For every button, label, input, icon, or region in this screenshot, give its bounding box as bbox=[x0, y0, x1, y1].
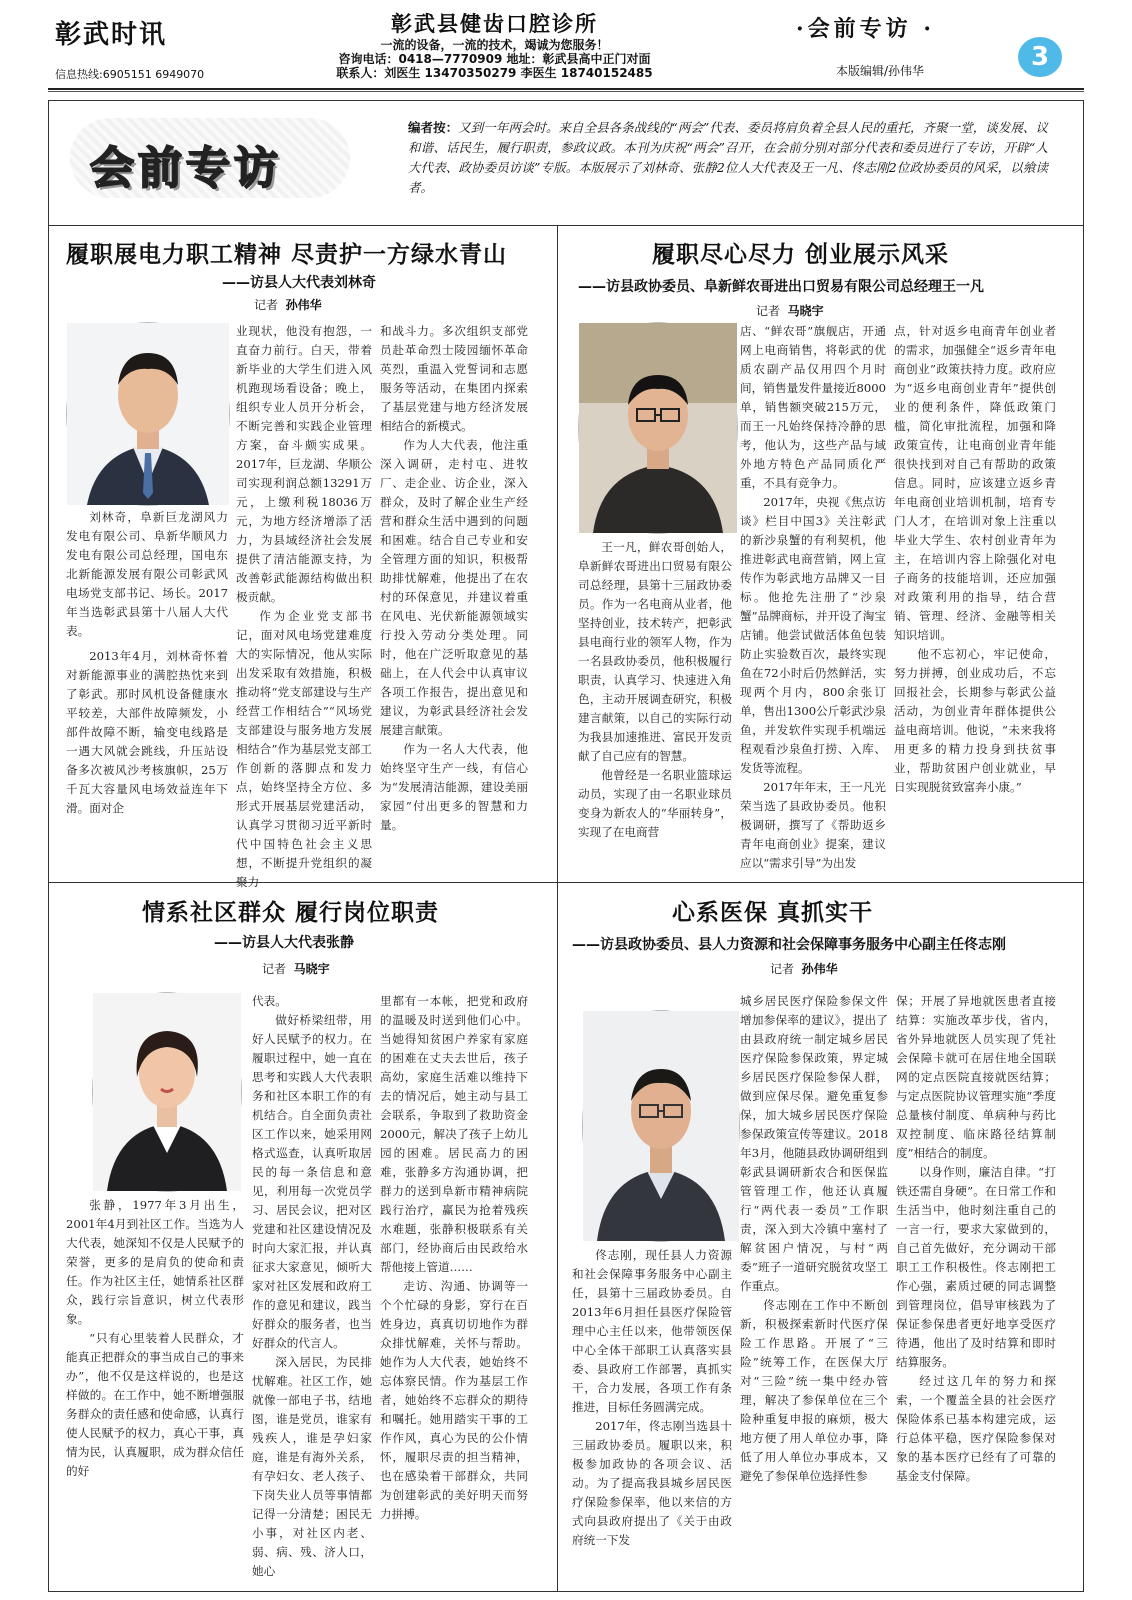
article-1-paragraph: 和战斗力。多次组织支部党员赴革命烈士陵园缅怀革命英烈，重温入党誓词和志愿服务等活动，在集团内探索了基层党建与地方经济发展相结合的新模式。 bbox=[380, 324, 528, 433]
article-4-paragraph: 佟志刚，现任县人力资源和社会保障事务服务中心副主任，县第十三届政协委员。自2013年6月担任县医疗保险管理中心主任以来，他带领医保中心全体干部职工认真落实县委、县政府工作部署，真抓实干，合力发展，各项工作有条推进，目标任务圆满完成。 bbox=[572, 1248, 732, 1414]
article-3-portrait bbox=[92, 992, 242, 1192]
ad-contact: 咨询电话：0418—7770909 地址：彰武县高中正门对面 bbox=[338, 52, 651, 66]
divider-vertical bbox=[557, 225, 558, 1592]
article-2-title: 履职尽心尽力 创业展示风采 bbox=[652, 241, 950, 268]
article-4-column-1 bbox=[572, 1246, 732, 1584]
divider-horizontal-top bbox=[48, 225, 1084, 226]
article-3-subtitle: ——访县人大代表张静 bbox=[214, 935, 354, 951]
article-4-column-2 bbox=[740, 992, 888, 1584]
article-1-paragraph: 作为人大代表，他注重深入调研，走村屯、进牧厂、走企业、访企业，深入群众，及时了解企业生产经营和群众生活中遇到的问题和困难。结合自己专业和安全管理方面的知识，积极帮助排忧解难，他提出了在农村的环保意见，并建议着重在风电、光伏新能源领域实行投入劳动分类处理。同时，他在广泛听取意见的基础上，在人代会中认真审议各项工作报告，提出意见和建议，为彰武县经济社会发展建言献策。 bbox=[380, 438, 528, 737]
article-3-column-1 bbox=[66, 1196, 244, 1584]
portrait-woman-icon bbox=[93, 993, 241, 1191]
header-advertisement bbox=[262, 8, 727, 84]
article-1-portrait bbox=[66, 322, 230, 506]
article-2-subtitle: ——访县政协委员、阜新鲜农哥进出口贸易有限公司总经理王一凡 bbox=[578, 279, 984, 295]
article-4-paragraph: 保；开展了异地就医患者直接结算：实施改革步伐，省内，省外异地就医人员实现了凭社会保障卡就可在居住地全国联网的定点医院直接就医结算；与定点医院协议管理实施“季度总量核付制度、单病种与药比双控制度、临床路径结算制度”相结合的制度。 bbox=[896, 994, 1056, 1160]
editor-note-label: 编者按： bbox=[408, 120, 459, 135]
portrait-man-suit-icon bbox=[67, 323, 229, 505]
article-3-column-3 bbox=[380, 992, 528, 1584]
article-1-caption: 刘林奇，阜新巨龙湖风力发电有限公司、阜新华顺风力发电有限公司总经理，国电东北新能源发展有限公司彰武风电场党支部书记、场长。2017年当选彰武县第十八届人大代表。 bbox=[66, 510, 228, 638]
article-4-byline: 记者 孙伟华 bbox=[770, 962, 838, 976]
article-1-paragraph: 作为一名人大代表，他始终坚守生产一线，有信心为“发展清洁能源，建设美丽家园”付出更多的智慧和力量。 bbox=[380, 742, 528, 832]
divider-horizontal-middle bbox=[48, 882, 1084, 883]
page-number-badge: 3 bbox=[1018, 37, 1062, 77]
article-1-column-1 bbox=[66, 508, 228, 873]
article-2-paragraph: 店、“鲜农哥”旗舰店，开通网上电商销售，将彰武的优质农副产品仅用四个月时间，销售量发件量接近8000单，销售额突破215万元，而王一凡始终保持冷静的思考，他认为，这些产品与域外地方特色产品同质化严重，不具有竞争力。 bbox=[740, 324, 886, 490]
ad-people: 联系人：刘医生 13470350279 李医生 18740152485 bbox=[336, 66, 653, 80]
article-1-subtitle: ——访县人大代表刘林奇 bbox=[222, 275, 376, 291]
portrait-man-glasses-icon bbox=[579, 323, 737, 533]
article-2-column-3 bbox=[894, 322, 1056, 874]
article-4-paragraph: 以身作则，廉洁自律。“打铁还需自身硬”。在日常工作和生活当中，他时刻注重自己的一言一行，要求大家做到的，自己首先做好，充分调动干部职工工作积极性。佟志刚把工作心强，素质过硬的同志调整到管理岗位，倡导审核践为了保证参保患者更好地享受医疗待遇，他出了及时结算和即时结算服务。 bbox=[896, 1165, 1056, 1369]
article-4-paragraph: 城乡居民医疗保险参保文件增加参保率的建议》，提出了由县政府统一制定城乡居民医疗保险参保政策，界定城乡居民医疗保险参保人群，做到应保尽保。避免重复参保，加大城乡居民医疗保险参保政策宣传等建议。2018年3月，他随县政协调研组到彰武县调研新农合和医保监管管理工作，他还认真履行“两代表一委员”工作职责，深入到大冷镇中塞村了解贫困户情况，与村“两委”班子一道研究脱贫攻坚工作重点。 bbox=[740, 994, 888, 1293]
article-1-byline: 记者 孙伟华 bbox=[254, 298, 322, 312]
section-name: ·会前专访 · bbox=[796, 16, 935, 42]
article-2-byline: 记者 马晓宇 bbox=[756, 304, 824, 318]
ad-slogan: 一流的设备，一流的技术，竭诚为您服务！ bbox=[380, 38, 609, 52]
article-3-paragraph: 走访、沟通、协调等一个个忙碌的身影，穿行在百姓身边，真真切切地作为群众排忧解难，关怀与帮助。她作为人大代表，她始终不忘体察民情。作为基层工作者，她始终不忘群众的期待和嘱托。她用踏实干事的工作作风，真心为民的公仆情怀，履职尽责的担当精神，也在感染着干部群众，共同为创建彰武的美好明天而努力拼搏。 bbox=[380, 1279, 528, 1521]
portrait-man-glasses-icon bbox=[583, 1011, 739, 1241]
article-3-title: 情系社区群众 履行岗位职责 bbox=[142, 899, 440, 926]
article-3-paragraph: 代表。 bbox=[252, 994, 287, 1008]
article-1-title: 履职展电力职工精神 尽责护一方绿水青山 bbox=[66, 241, 508, 268]
hotline: 信息热线:6905151 6949070 bbox=[55, 68, 205, 81]
article-2-paragraph: 他曾经是一名职业篮球运动员，实现了由一名职业球员变身为新农人的“华丽转身”，实现了在电商营 bbox=[578, 768, 732, 839]
article-4-paragraph: 2017年，佟志刚当选县十三届政协委员。履职以来，积极参加政协的各项会议、活动。为了提高我县城乡居民医疗保险参保率，他以来信的方式向县政府提出了《关于由政府统一下发 bbox=[572, 1419, 732, 1547]
article-2-paragraph: 点，针对返乡电商青年创业者的需求，加强健全“返乡青年电商创业”政策扶持力度。政府应为“返乡电商创业青年”提供创业的便利条件，降低政策门槛，简化审批流程，加强和降政策宣传，让电商创业青年能很快找到对自己有帮助的政策信息。同时，应该建立返乡青年电商创业培训机制，培育专门人才，在培训对象上注重以毕业大学生、农村创业青年为主，在培训内容上除强化对电子商务的技能培训，还应加强对政策利用的指导，结合营销、管理、经济、金融等相关知识培训。 bbox=[894, 324, 1056, 642]
article-2-paragraph: 王一凡，鲜农哥创始人，阜新鲜农哥进出口贸易有限公司总经理，县第十三届政协委员。作为一名电商从业者，他坚持创业，技术转产，把彰武县电商行业的领军人物，作为一名县政协委员，他积极履行职责，认真学习、快速进入角色，主动开展调查研究，积极建言献策，以自己的实际行动为我县加速推进、富民开发贡献了自己应有的智慧。 bbox=[578, 540, 732, 763]
article-2-paragraph: 2017年，央视《焦点访谈》栏目中国3》关注彰武的新沙泉蟹的有利契机，他推进彰武电商营销，网上宣传作为彰武地方品牌又一目标。他抢先注册了“沙泉蟹”品牌商标，并开设了淘宝店铺。他尝试做活体鱼包装防止实验数百次，最终实现鱼在72小时后仍然鲜活，实现两个月内，800余张订单，售出1300公斤彰武沙泉鱼，并发软件实现手机端远程观看沙泉鱼打捞、入库、发货等流程。 bbox=[740, 495, 886, 775]
article-1-column-2 bbox=[236, 322, 372, 889]
article-3-byline: 记者 马晓宇 bbox=[262, 962, 330, 976]
ad-title: 彰武县健齿口腔诊所 bbox=[391, 12, 598, 36]
paper-name-logo: 彰武时讯 bbox=[55, 20, 168, 50]
article-3-paragraph: 深入居民，为民排忧解难。社区工作，她就像一部电子书，结地图，谁是党员，谁家有残疾人，谁是孕妇家庭，谁是有海外关系，有孕妇女、老人孩子、下岗失业人员等事情都记得一分清楚；困民无小事，对社区内老、弱、病、残、济人口，她心 bbox=[252, 1355, 372, 1578]
editor-note bbox=[408, 118, 1048, 198]
article-1-paragraph: 2013年4月，刘林奇怀着对新能源事业的满腔热忱来到了彰武。那时风机设备健康水平较差，大部件故障频发，小部件故障不断，输变电线路是一遇大风就会跳线，升压站设备多次被风沙考核旗帜，25万千瓦大容量风电场效益连年下滑。面对企 bbox=[66, 649, 228, 815]
banner-title: 会前专访 bbox=[90, 143, 282, 194]
article-4-subtitle: ——访县政协委员、县人力资源和社会保障事务服务中心副主任佟志刚 bbox=[572, 937, 1006, 953]
article-3-column-2 bbox=[252, 992, 372, 1584]
article-4-column-3 bbox=[896, 992, 1056, 1584]
article-4-paragraph: 经过这几年的努力和探索，一个覆盖全县的社会医疗保险体系已基本构建完成，运行总体平稳，医疗保险参保对象的基本医疗已经有了可靠的基金支付保障。 bbox=[896, 1374, 1056, 1483]
article-4-title: 心系医保 真抓实干 bbox=[672, 899, 874, 926]
article-2-paragraph: 2017年年末，王一凡光荣当选了县政协委员。他积极调研，撰写了《帮助返乡青年电商创业》提案，建议应以“需求引导”为出发 bbox=[740, 780, 886, 870]
article-2-column-1 bbox=[578, 538, 732, 874]
article-3-paragraph: 张静，1977年3月出生，2001年4月到社区工作。当选为人大代表，她深知不仅是人民赋予的荣誉，更多的是肩负的使命和责任。作为社区主任，她情系社区群众，践行宗旨意识，树立代表形象。 bbox=[66, 1198, 244, 1326]
editor-note-text: 又到一年两会时。来自全县各条战线的“两会”代表、委员将肩负着全县人民的重托，齐聚一堂，谈发展、议和谐、话民生，履行职责，参政议政。本刊为庆祝“两会”召开，在会前分别对部分代表和委员进行了专访，开辟“人大代表、政协委员访谈”专版。本版展示了刘林奇、张静2位人大代表及王一凡、佟志刚2位政协委员的风采，以飨读者。 bbox=[408, 120, 1048, 195]
article-3-paragraph: “只有心里装着人民群众，才能真正把群众的事当成自己的事来办”，他不仅是这样说的，也是这样做的。在工作中，她不断增强服务群众的责任感和使命感，认真行使人民赋予的权力，真心干事，真情为民，认真履职，成为群众信任的好 bbox=[66, 1331, 244, 1478]
article-2-column-2 bbox=[740, 322, 886, 874]
article-2-portrait bbox=[578, 322, 738, 534]
article-1-column-3 bbox=[380, 322, 528, 874]
page-editor: 本版编辑/孙伟华 bbox=[836, 64, 925, 78]
article-3-paragraph: 里都有一本帐，把党和政府的温暖及时送到他们心中。当她得知贫困户养家有家庭的困难在丈夫去世后，孩子高幼，家庭生活难以维持下去的情况后，她主动与县工会联系，争取到了救助资金2000元，解决了孩子上幼儿园的困难。居民高力的困难，张静多方沟通协调，把群力的送到阜新市精神病院践行治疗，赢民为抢着残疾水难题，张静积极联系有关部门，经协商后由民政给水帮他接上管道…… bbox=[380, 994, 528, 1274]
article-1-paragraph: 作为企业党支部书记，面对风电场党建难度大的实际情况，他从实际出发采取有效措施，积极推动将“党支部建设与生产经营工作相结合”“风场党支部建设与服务地方发展相结合”作为基层党支部工作创新的落脚点和发力点，始终坚持全方位、多形式开展基层党建活动，认真学习贯彻习近平新时代中国特色社会主义思想，不断提升党组织的凝聚力 bbox=[236, 609, 372, 889]
article-1-paragraph: 业现状，他没有抱怨，一直奋力前行。白天，带着新毕业的大学生们进入风机跑现场看设备；晚上，组织专业人员开分析会，不断完善和实践企业管理方案，奋斗颇实成果。2017年，巨龙湖、华顺公司实现利润总额13291万元，上缴利税18036万元，为地方经济增添了活力，为县域经济社会发展提供了清洁能源支持，为改善彰武能源结构做出积极贡献。 bbox=[236, 324, 372, 604]
article-4-portrait bbox=[582, 1010, 740, 1242]
article-4-paragraph: 佟志刚在工作中不断创新，积极探索新时代医疗保险工作思路。开展了“三险”统筹工作，在医保大厅对“三险”统一集中经办管理，解决了参保单位在三个险种重复申报的麻烦，极大地方便了用人单位办事，降低了用人单位办事成本，又避免了参保单位选择性参 bbox=[740, 1298, 888, 1483]
header-rule-thin bbox=[48, 91, 1084, 92]
article-3-paragraph: 做好桥梁纽带，用好人民赋予的权力。在履职过程中，她一直在思考和实践人大代表职务和社区本职工作的有机结合。自全面负责社区工作以来，她采用网格式巡查，认真听取居民的每一条信息和意见，利用每一次党员学习、居民会议，把对区党建和社区建设情况及时向大家汇报，并认真征求大家意见，倾听大家对社区发展和政府工作的意见和建议，践当好群众的服务者，也当好群众的代言人。 bbox=[252, 1013, 372, 1350]
article-2-paragraph: 他不忘初心，牢记使命，努力拼搏，创业成功后，不忘回报社会，长期参与彰武公益活动，为创业青年群体提供公益电商培训。他说，“未来我将用更多的精力投身到扶贫事业，帮助贫困户创业就业，早日实现脱贫致富奔小康。” bbox=[894, 647, 1056, 794]
header-rule bbox=[48, 88, 1084, 90]
